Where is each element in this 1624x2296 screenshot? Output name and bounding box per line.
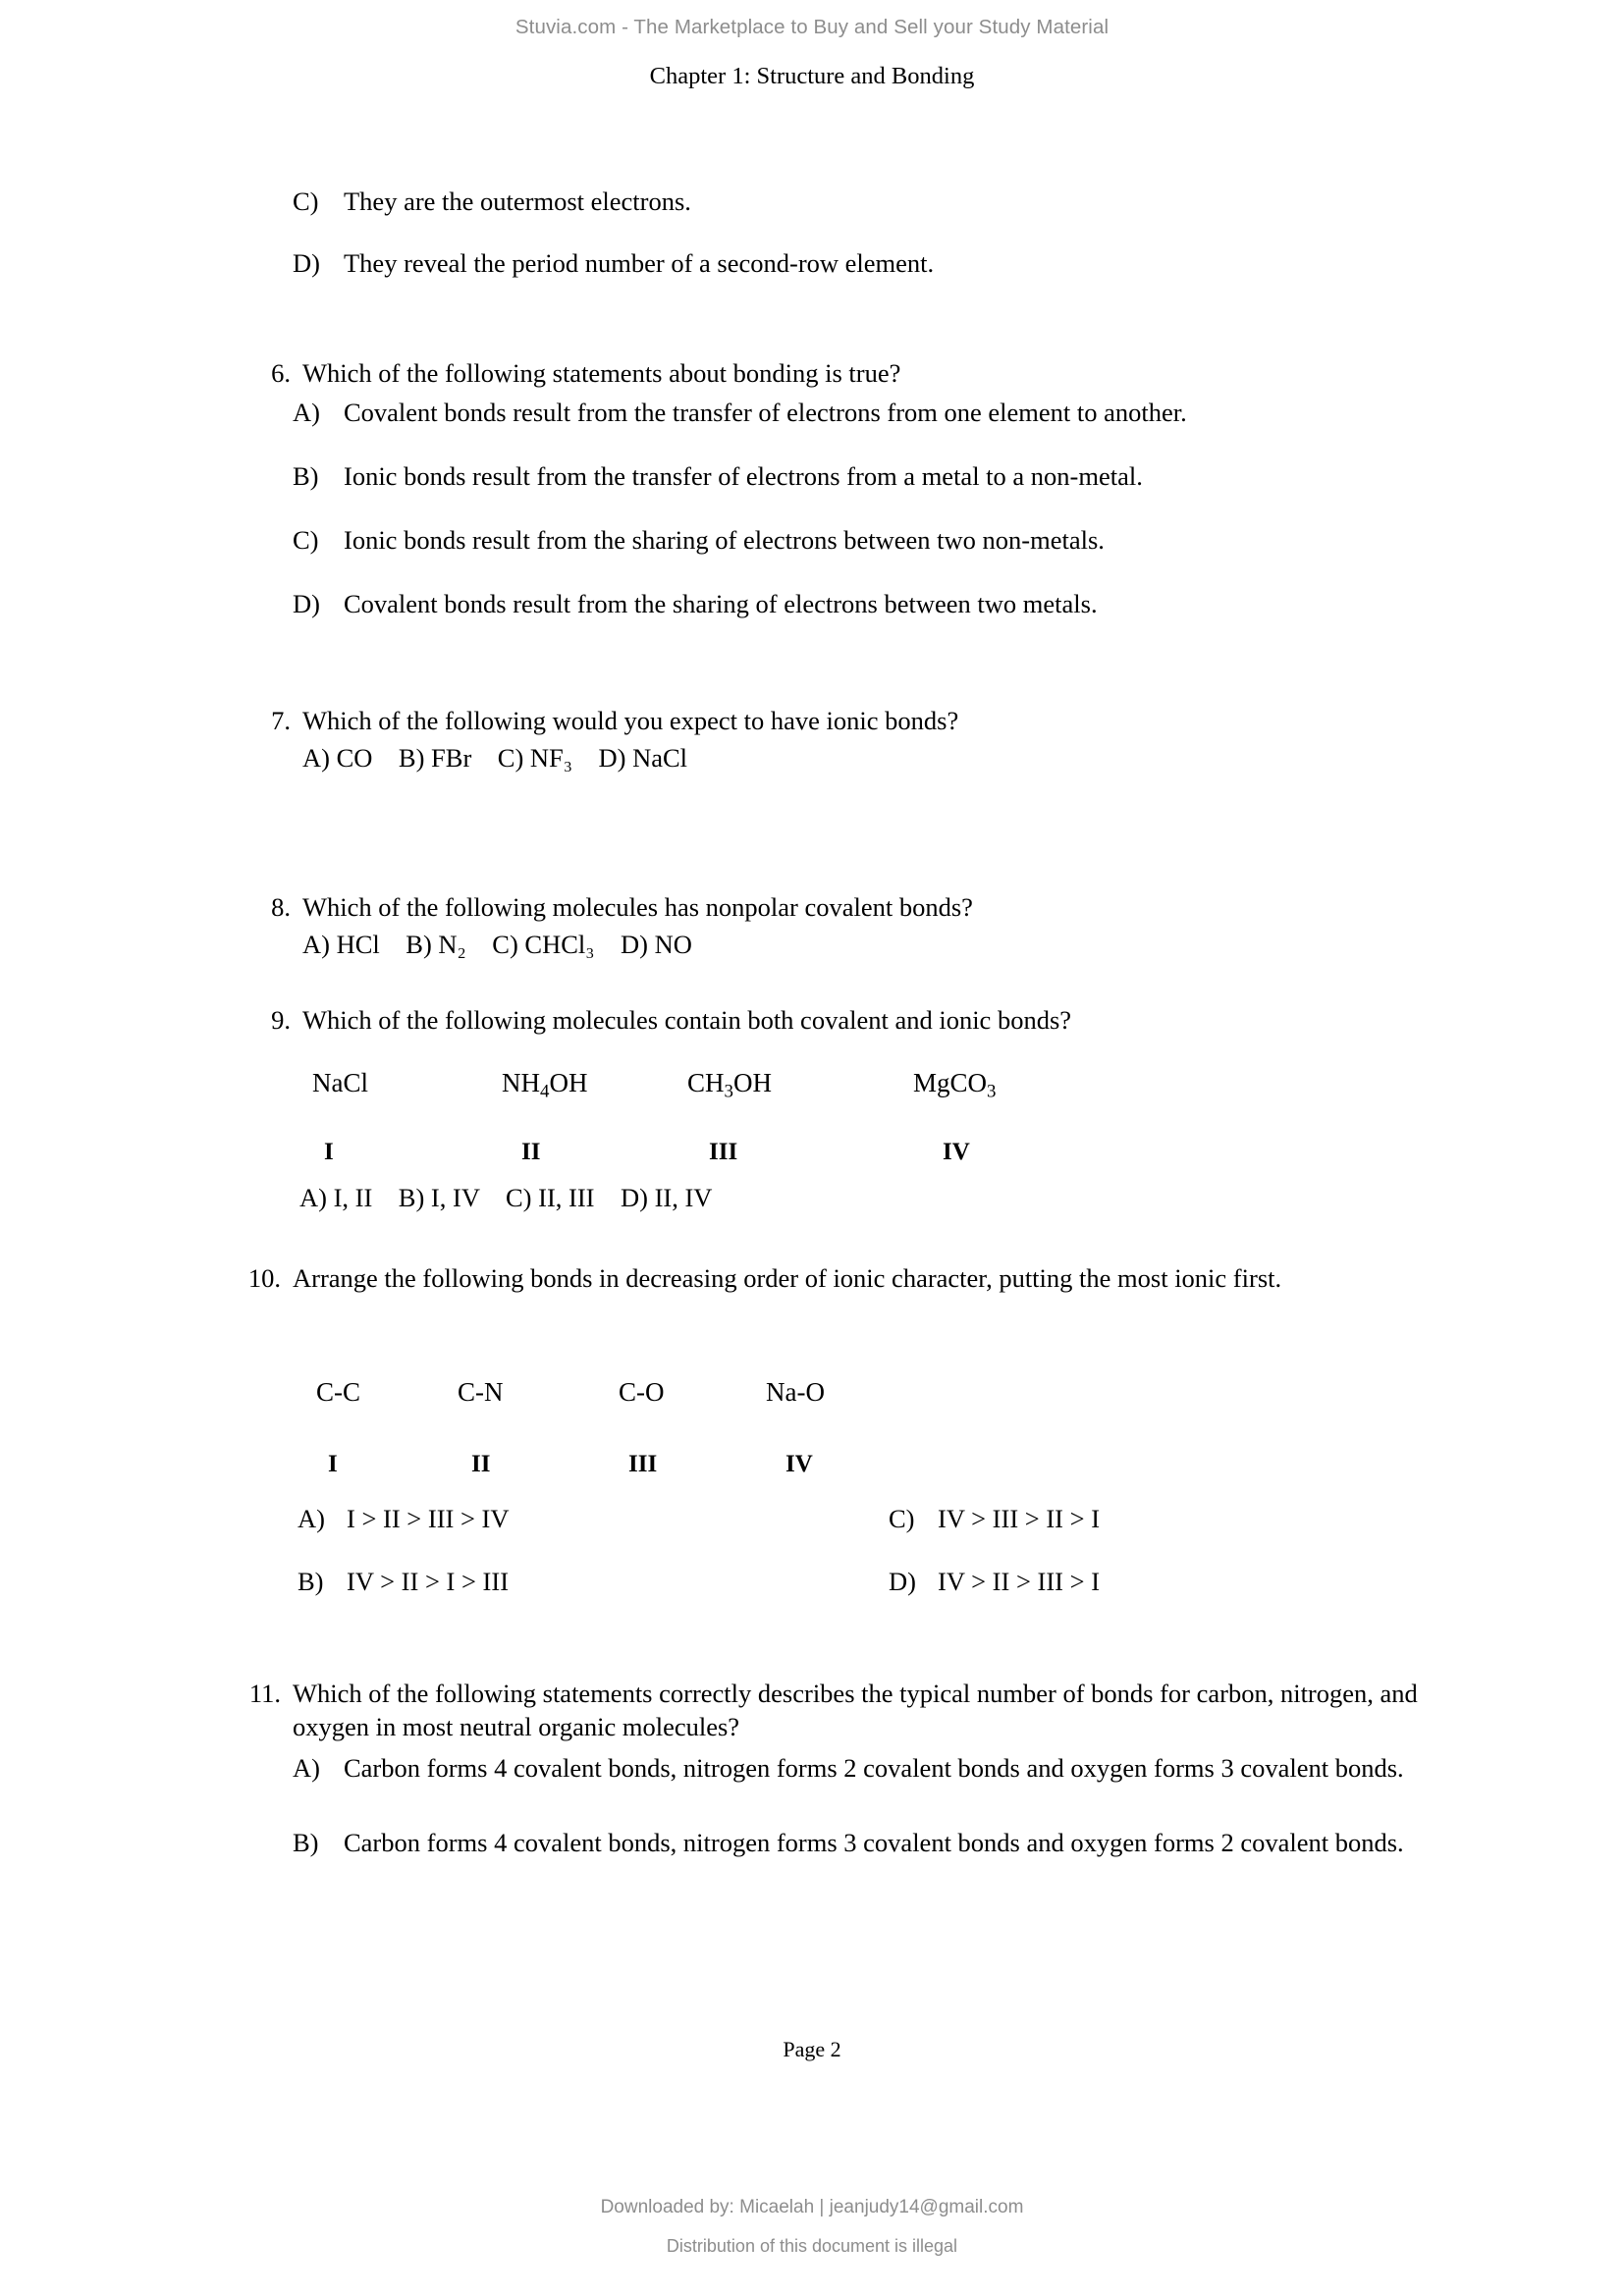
page-number: Page 2 [783, 2037, 841, 2061]
option-letter: A) [298, 1504, 325, 1533]
option-text: IV > II > III > I [938, 1567, 1101, 1596]
option-text: They are the outermost electrons. [344, 187, 691, 216]
question-10 [232, 1261, 1420, 1295]
question-prompt: Which of the following statements correctly describes the typical number of bonds for carbon, nitrogen, and oxygen in most neutral organic molecules? [293, 1679, 1418, 1742]
carryover-option-c [293, 185, 1422, 218]
question-number: 8. [271, 892, 291, 922]
bond-co: C-O [619, 1377, 665, 1407]
question-11-option-b [293, 1826, 1436, 1859]
question-11 [232, 1677, 1425, 1744]
option-text: Carbon forms 4 covalent bonds, nitrogen forms 3 covalent bonds and oxygen forms 2 covalent bonds. [344, 1828, 1404, 1857]
option-letter: D) [293, 248, 320, 278]
question-8 [242, 890, 1430, 924]
roman-iii: III [709, 1139, 738, 1165]
option-letter: C) [293, 187, 319, 216]
question-10-bond-row [316, 1377, 1416, 1416]
option-text: They reveal the period number of a second-row element. [344, 248, 935, 278]
question-11-option-a [293, 1751, 1436, 1785]
question-number: 10. [247, 1263, 281, 1293]
downloaded-by-watermark: Downloaded by: Micaelah | jeanjudy14@gmail.com [600, 2197, 1024, 2217]
option-letter: D) [293, 589, 320, 618]
roman-iv: IV [785, 1451, 813, 1477]
option-text: Ionic bonds result from the transfer of electrons from a metal to a non-metal. [344, 461, 1143, 491]
question-7 [242, 704, 1430, 737]
question-number: 6. [271, 358, 291, 388]
roman-i: I [328, 1451, 338, 1477]
bond-cn: C-N [458, 1377, 504, 1407]
formula-nh4oh: $NH_4OH$ [502, 1068, 588, 1102]
option-letter: B) [298, 1567, 324, 1596]
question-9-formula-row [312, 1068, 1412, 1107]
question-prompt: Arrange the following bonds in decreasing order of ionic character, putting the most ionic first. [293, 1263, 1282, 1293]
question-6-option-c [293, 523, 1441, 557]
question-prompt: Which of the following would you expect to have ionic bonds? [302, 706, 959, 735]
roman-ii: II [521, 1139, 541, 1165]
question-10-option-b [298, 1567, 509, 1597]
option-letter: A) [293, 398, 320, 427]
option-text: IV > III > II > I [938, 1504, 1101, 1533]
carryover-option-d [293, 246, 1422, 280]
option-text: Carbon forms 4 covalent bonds, nitrogen forms 2 covalent bonds and oxygen forms 3 covalent bonds. [344, 1753, 1404, 1783]
formula-mgco3: MgCO$_3$ [913, 1068, 997, 1102]
question-10-roman-row [316, 1451, 1416, 1490]
question-10-option-c [889, 1504, 1100, 1534]
roman-ii: II [471, 1451, 491, 1477]
option-text: Covalent bonds result from the sharing of electrons between two metals. [344, 589, 1098, 618]
option-letter: A) [293, 1753, 320, 1783]
question-prompt: Which of the following statements about bonding is true? [302, 358, 901, 388]
option-text: Covalent bonds result from the transfer of electrons from one element to another. [344, 398, 1187, 427]
option-text: Ionic bonds result from the sharing of electrons between two non-metals. [344, 525, 1105, 555]
bond-nao: Na-O [766, 1377, 825, 1407]
option-text: IV > II > I > III [347, 1567, 510, 1596]
option-letter: B) [293, 1828, 319, 1857]
question-number: 7. [271, 706, 291, 735]
formula-ch3oh: $CH_3OH$ [687, 1068, 772, 1102]
question-9-roman-row [312, 1139, 1412, 1178]
chapter-running-head: Chapter 1: Structure and Bonding [649, 63, 975, 89]
question-6-option-b [293, 459, 1441, 493]
stuvia-watermark-header: Stuvia.com - The Marketplace to Buy and Sell your Study Material [514, 16, 1110, 38]
roman-iv: IV [943, 1139, 970, 1165]
question-6-option-d [293, 587, 1441, 620]
distribution-notice-watermark: Distribution of this document is illegal [666, 2236, 958, 2256]
question-6-option-a [293, 396, 1441, 429]
roman-iii: III [628, 1451, 658, 1477]
option-letter: C) [293, 525, 319, 555]
question-9 [242, 1003, 1430, 1037]
question-prompt: Which of the following molecules contain both covalent and ionic bonds? [302, 1005, 1072, 1035]
roman-i: I [324, 1139, 334, 1165]
option-text: I > II > III > IV [347, 1504, 510, 1533]
question-9-inline-options: A) I, II B) I, IV C) II, III D) II, IV [299, 1183, 713, 1212]
question-number: 11. [248, 1679, 281, 1708]
bond-cc: C-C [316, 1377, 361, 1407]
question-10-option-a [298, 1504, 510, 1534]
option-letter: B) [293, 461, 319, 491]
question-prompt: Which of the following molecules has nonpolar covalent bonds? [302, 892, 973, 922]
formula-nacl: NaCl [312, 1068, 368, 1097]
question-10-option-d [889, 1567, 1100, 1597]
question-7-inline-options: A) CO B) FBr C) NF₃ D) NaCl [302, 743, 688, 773]
question-6 [242, 356, 1430, 390]
question-number: 9. [271, 1005, 291, 1035]
option-letter: D) [889, 1567, 916, 1596]
option-letter: C) [889, 1504, 915, 1533]
question-8-inline-options: A) HCl B) N₂ C) CHCl₃ D) NO [302, 930, 692, 959]
